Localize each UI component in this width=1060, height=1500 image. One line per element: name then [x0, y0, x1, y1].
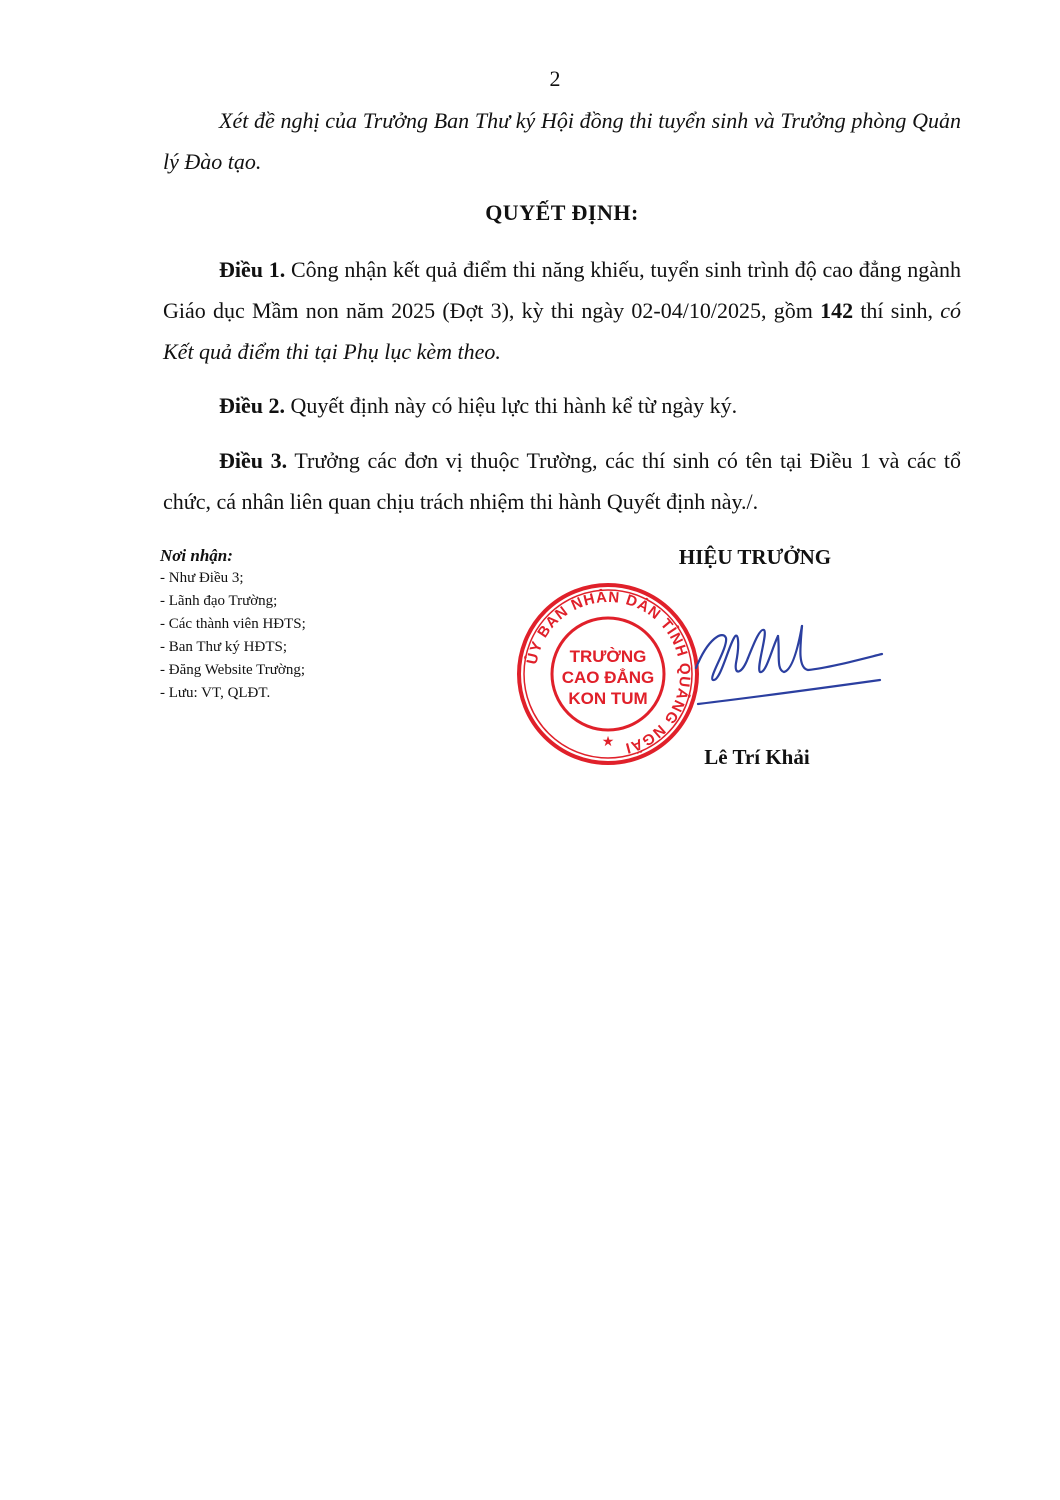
article-1-text-mid: thí sinh,: [853, 298, 941, 323]
recipient-item: - Đăng Website Trường;: [160, 662, 305, 678]
article-1-text: Công nhận kết quả điểm thi năng khiếu, tuyển sinh trình độ cao đẳng ngành Giáo dục Mầm non năm 2025 (Đợt 3), kỳ thi ngày 02-04/10/2025, gồm: [163, 257, 961, 323]
signer-title: HIỆU TRƯỞNG: [678, 545, 832, 569]
article-3-label: Điều 3.: [219, 448, 288, 473]
article-1: [163, 249, 961, 372]
candidate-count: 142: [820, 298, 854, 323]
recipient-item: - Lưu: VT, QLĐT.: [160, 685, 271, 701]
article-1-appendix-note: có Kết quả điểm thi tại Phụ lục kèm theo.: [163, 298, 961, 364]
recipient-item: - Như Điều 3;: [160, 570, 244, 586]
recipient-item: - Lãnh đạo Trường;: [160, 593, 278, 609]
page-number: 2: [549, 66, 561, 91]
recipients-block: [160, 544, 490, 705]
signer-name: Lê Trí Khải: [704, 745, 810, 769]
recipient-item: - Ban Thư ký HĐTS;: [160, 639, 288, 655]
seal-line-1: TRƯỜNG: [569, 647, 647, 666]
article-2-label: Điều 2.: [219, 393, 285, 418]
handwritten-signature: [668, 608, 888, 718]
article-3: [163, 440, 961, 522]
seal-outer-text: ỦY BAN NHÂN DÂN TỈNH QUẢNG NGÃI: [523, 588, 694, 757]
seal-line-3: KON TUM: [568, 689, 648, 708]
recipient-item: - Các thành viên HĐTS;: [160, 616, 306, 632]
preamble-paragraph: Xét đề nghị của Trưởng Ban Thư ký Hội đồng thi tuyển sinh và Trưởng phòng Quản lý Đào tạo.: [163, 108, 961, 174]
article-2-text: Quyết định này có hiệu lực thi hành kể từ ngày ký.: [285, 393, 738, 418]
recipients-title: Nơi nhận:: [160, 546, 233, 565]
article-3-text: Trưởng các đơn vị thuộc Trường, các thí sinh có tên tại Điều 1 và các tổ chức, cá nhân liên quan chịu trách nhiệm thi hành Quyết định này./.: [163, 448, 962, 514]
article-1-label: Điều 1.: [219, 257, 286, 282]
seal-line-2: CAO ĐẲNG: [561, 668, 655, 687]
recipients-list: [160, 567, 490, 705]
seal-star-icon: ★: [601, 735, 615, 750]
article-2: [163, 385, 961, 426]
decision-title: QUYẾT ĐỊNH:: [485, 200, 639, 225]
